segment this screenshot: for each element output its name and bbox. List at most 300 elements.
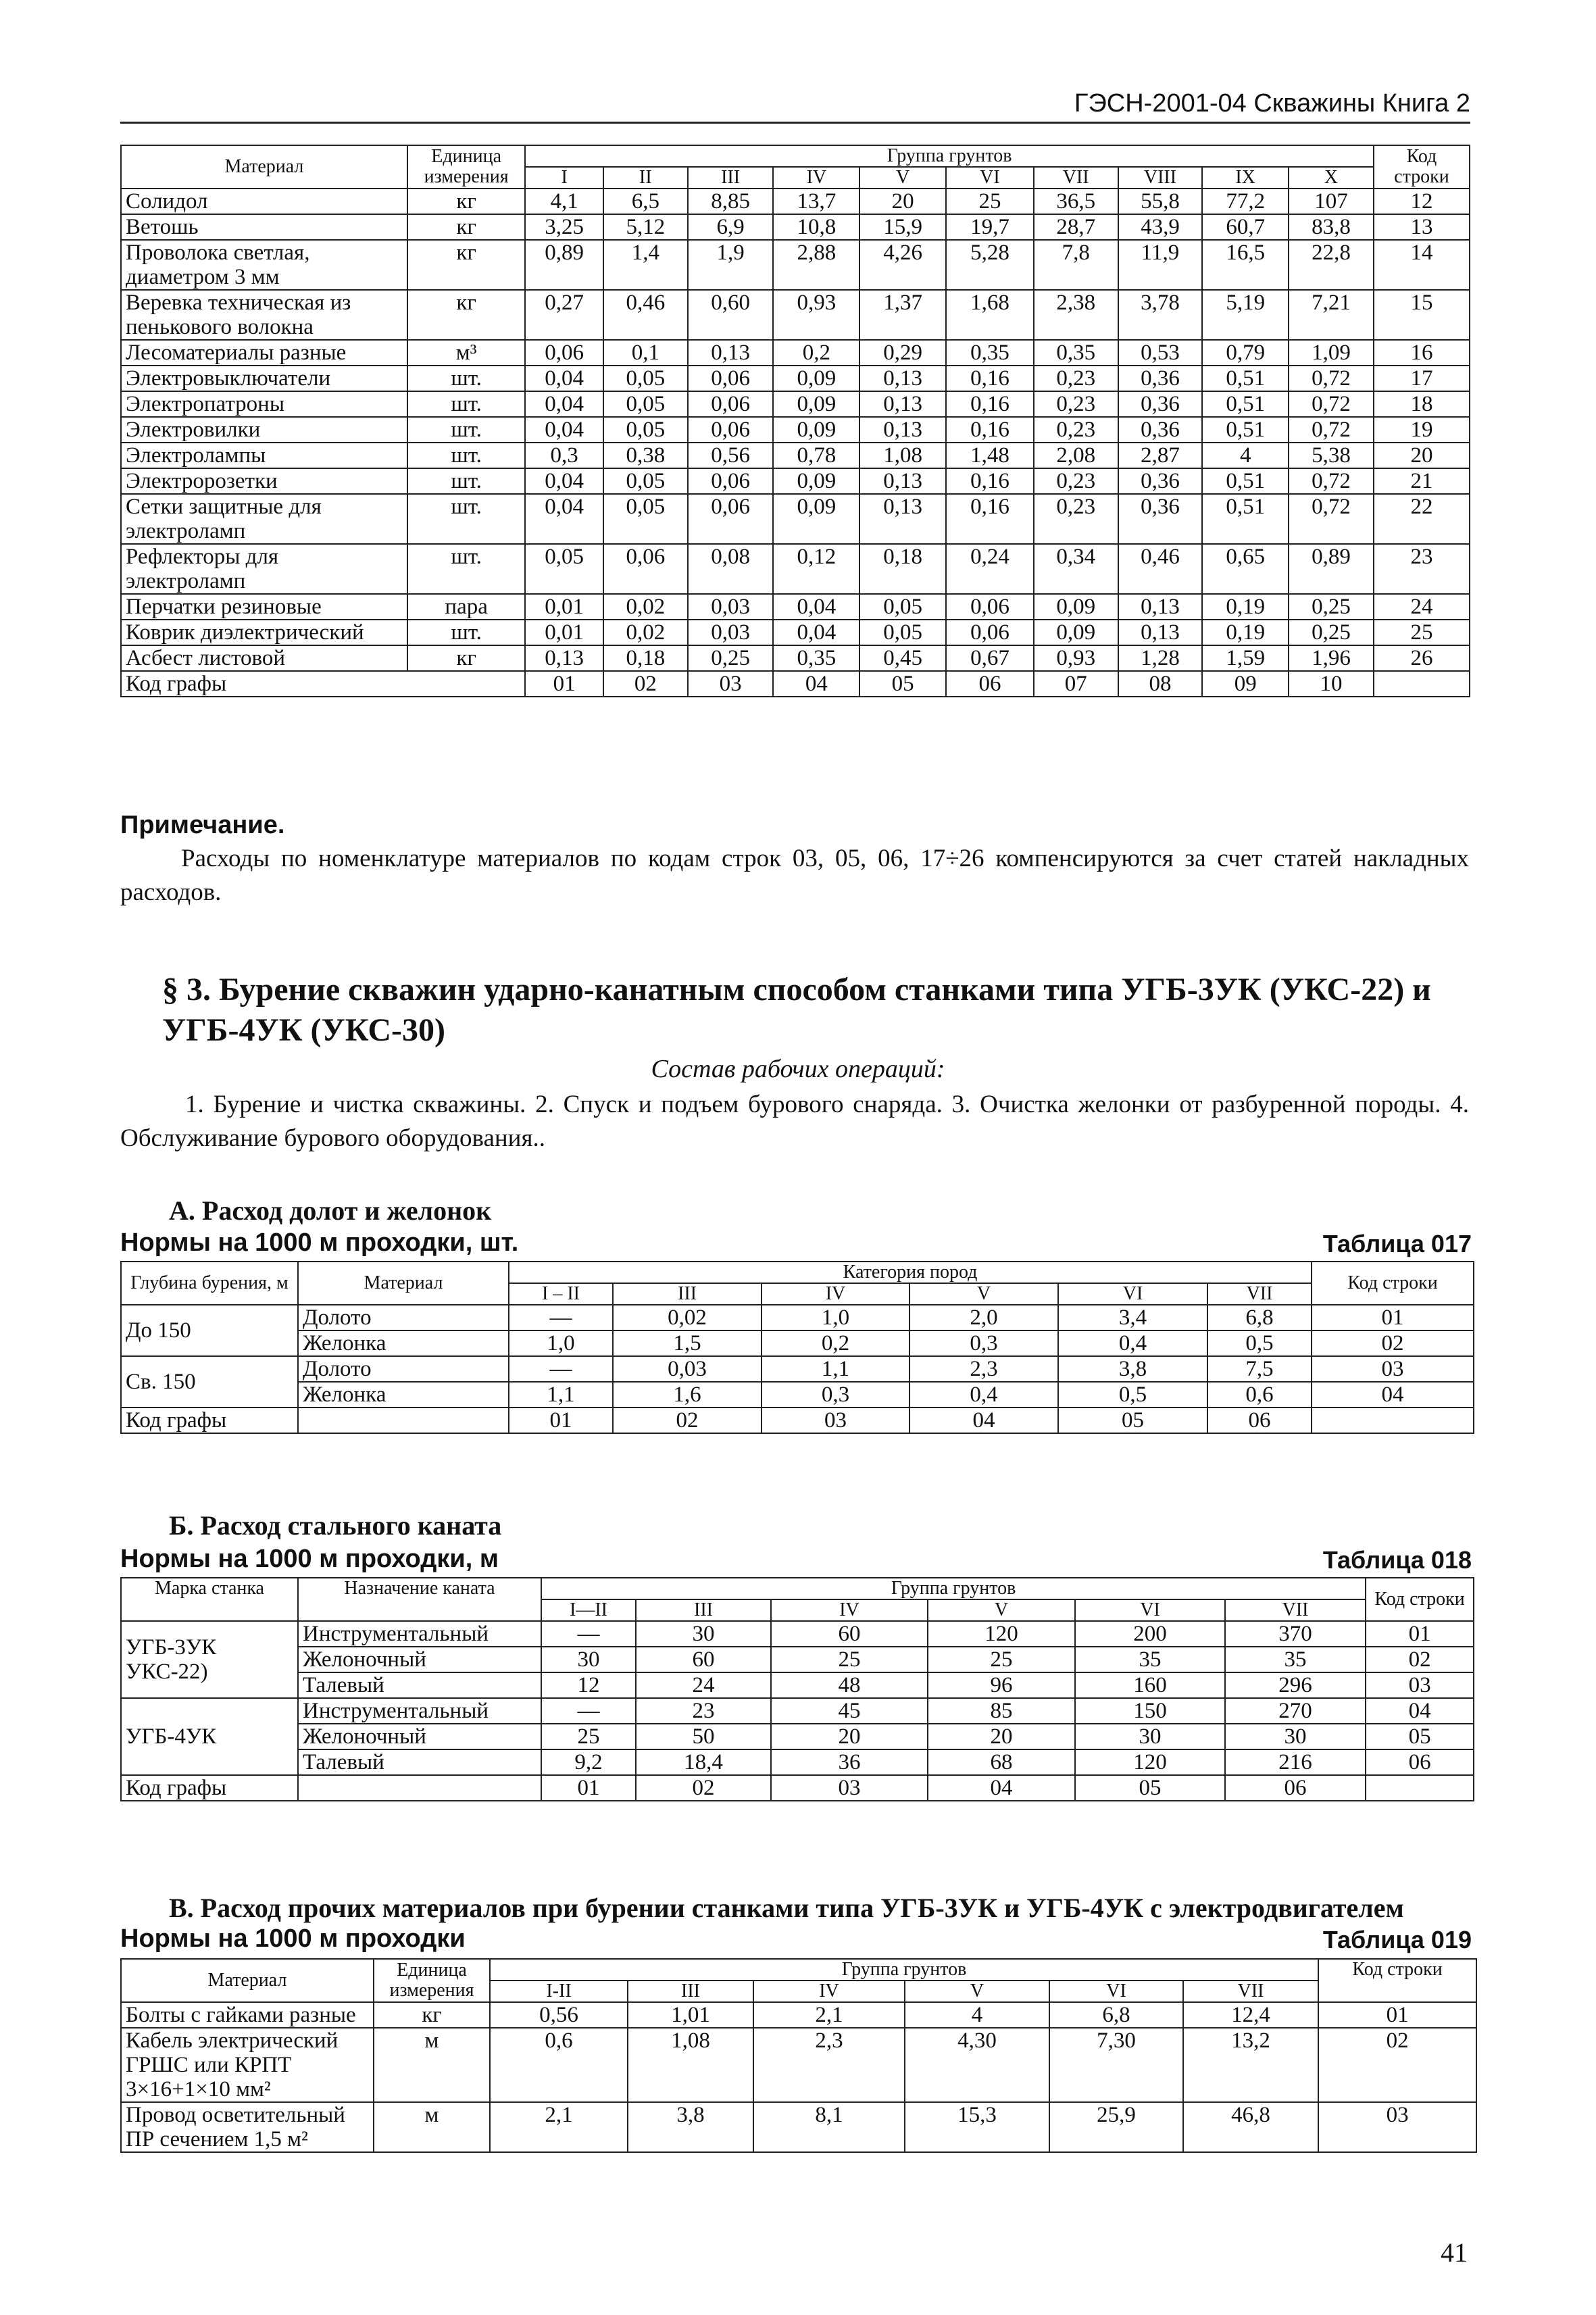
row-code: 01 bbox=[1318, 2002, 1476, 2028]
value: — bbox=[509, 1356, 613, 1382]
table-row bbox=[121, 1621, 1474, 1647]
table-row bbox=[121, 544, 1470, 594]
value: 1,37 bbox=[859, 290, 946, 340]
value: 83,8 bbox=[1289, 214, 1374, 240]
value: 1,28 bbox=[1118, 645, 1203, 671]
value: 18,4 bbox=[636, 1749, 771, 1775]
value: 1,6 bbox=[613, 1382, 762, 1408]
header-group-number: V bbox=[859, 167, 946, 189]
value: 0,09 bbox=[773, 468, 859, 494]
value: 1,0 bbox=[762, 1305, 909, 1330]
column-code: 07 bbox=[1034, 671, 1118, 697]
value: 0,04 bbox=[525, 494, 603, 544]
table-row bbox=[121, 214, 1470, 240]
material-name: Электропатроны bbox=[121, 391, 407, 417]
footer-row bbox=[121, 1775, 1474, 1801]
table-number-019: Таблица 019 bbox=[1322, 1926, 1472, 1953]
value: 0,13 bbox=[859, 391, 946, 417]
header-row bbox=[121, 1578, 1474, 1599]
value: 370 bbox=[1225, 1621, 1366, 1647]
value: 0,2 bbox=[773, 340, 859, 366]
header-category-number: IV bbox=[762, 1283, 909, 1305]
value: 11,9 bbox=[1118, 240, 1203, 290]
empty-cell bbox=[1366, 1775, 1474, 1801]
norm-018: Нормы на 1000 м проходки, м bbox=[120, 1545, 499, 1573]
header-category: Категория пород bbox=[509, 1262, 1312, 1283]
value: 0,18 bbox=[859, 544, 946, 594]
subtitle-a: А. Расход долот и желонок bbox=[169, 1195, 492, 1226]
value: 12,4 bbox=[1183, 2002, 1318, 2028]
table-row bbox=[121, 417, 1470, 443]
value: 0,03 bbox=[688, 620, 774, 645]
value: 0,05 bbox=[603, 468, 688, 494]
value: 0,05 bbox=[603, 391, 688, 417]
header-depth: Глубина бурения, м bbox=[121, 1262, 298, 1305]
value: 2,1 bbox=[753, 2002, 905, 2028]
header-material: Материал bbox=[121, 145, 407, 189]
table-row bbox=[121, 1749, 1474, 1775]
row-code: 03 bbox=[1366, 1672, 1474, 1698]
column-code: 06 bbox=[946, 671, 1034, 697]
value: 0,02 bbox=[603, 620, 688, 645]
value: 35 bbox=[1075, 1647, 1225, 1672]
column-code: 01 bbox=[509, 1408, 613, 1433]
value: 25 bbox=[541, 1724, 636, 1749]
header-material: Материал bbox=[121, 1959, 374, 2002]
empty-cell bbox=[1374, 671, 1470, 697]
rope-purpose: Желоночный bbox=[298, 1724, 541, 1749]
value: 7,5 bbox=[1207, 1356, 1312, 1382]
header-group-number: VII bbox=[1225, 1599, 1366, 1621]
value: 0,08 bbox=[688, 544, 774, 594]
footer-label: Код графы bbox=[121, 1408, 298, 1433]
value: 0,09 bbox=[1034, 620, 1118, 645]
footer-label: Код графы bbox=[121, 671, 525, 697]
operations-text: 1. Бурение и чистка скважины. 2. Спуск и подъем бурового снаряда. 3. Очистка желонки от разбуренной породы. 4. Обслуживание бурового оборудования.. bbox=[120, 1091, 1469, 1152]
header-group-number: V bbox=[905, 1981, 1049, 2002]
value: 0,04 bbox=[773, 620, 859, 645]
header-category-number: VI bbox=[1058, 1283, 1207, 1305]
value: 0,4 bbox=[1058, 1330, 1207, 1356]
value: 0,5 bbox=[1058, 1382, 1207, 1408]
value: 15,9 bbox=[859, 214, 946, 240]
header-group-number: VI bbox=[946, 167, 1034, 189]
rope-purpose: Желоночный bbox=[298, 1647, 541, 1672]
value: 0,3 bbox=[762, 1382, 909, 1408]
table-row bbox=[121, 1330, 1474, 1356]
value: 0,05 bbox=[603, 417, 688, 443]
value: 85 bbox=[928, 1698, 1075, 1724]
value: 0,36 bbox=[1118, 391, 1203, 417]
value: 2,0 bbox=[909, 1305, 1058, 1330]
value: 6,8 bbox=[1207, 1305, 1312, 1330]
header-category-number: III bbox=[613, 1283, 762, 1305]
table-017 bbox=[120, 1261, 1474, 1434]
value: 4,1 bbox=[525, 189, 603, 214]
value: 46,8 bbox=[1183, 2102, 1318, 2152]
row-code: 13 bbox=[1374, 214, 1470, 240]
value: 25,9 bbox=[1049, 2102, 1183, 2152]
value: 1,4 bbox=[603, 240, 688, 290]
value: 0,72 bbox=[1289, 366, 1374, 391]
value: 1,96 bbox=[1289, 645, 1374, 671]
value: 0,02 bbox=[613, 1305, 762, 1330]
empty-cell bbox=[298, 1775, 541, 1801]
value: 5,19 bbox=[1202, 290, 1289, 340]
value: 0,51 bbox=[1202, 366, 1289, 391]
table-row bbox=[121, 366, 1470, 391]
value: 0,1 bbox=[603, 340, 688, 366]
value: 12 bbox=[541, 1672, 636, 1698]
value: 107 bbox=[1289, 189, 1374, 214]
value: 0,38 bbox=[603, 443, 688, 468]
value: 0,16 bbox=[946, 391, 1034, 417]
value: 3,78 bbox=[1118, 290, 1203, 340]
unit: шт. bbox=[407, 391, 525, 417]
value: 7,21 bbox=[1289, 290, 1374, 340]
value: 30 bbox=[1075, 1724, 1225, 1749]
row-code: 02 bbox=[1312, 1330, 1474, 1356]
value: 3,4 bbox=[1058, 1305, 1207, 1330]
column-code: 06 bbox=[1207, 1408, 1312, 1433]
value: 0,36 bbox=[1118, 494, 1203, 544]
value: 6,8 bbox=[1049, 2002, 1183, 2028]
norm-017: Нормы на 1000 м проходки, шт. bbox=[120, 1228, 519, 1257]
value: 2,3 bbox=[909, 1356, 1058, 1382]
value: 0,05 bbox=[859, 620, 946, 645]
table-row bbox=[121, 2028, 1476, 2102]
footer-row bbox=[121, 671, 1470, 697]
value: 0,23 bbox=[1034, 391, 1118, 417]
column-code: 10 bbox=[1289, 671, 1374, 697]
material-name: Провод осветительный ПР сечением 1,5 м² bbox=[121, 2102, 374, 2152]
value: 19,7 bbox=[946, 214, 1034, 240]
table-row bbox=[121, 240, 1470, 290]
row-code: 16 bbox=[1374, 340, 1470, 366]
header-group-number: VI bbox=[1075, 1599, 1225, 1621]
unit: кг bbox=[407, 214, 525, 240]
value: 0,09 bbox=[773, 417, 859, 443]
value: 4,30 bbox=[905, 2028, 1049, 2102]
row-code: 02 bbox=[1366, 1647, 1474, 1672]
column-code: 05 bbox=[859, 671, 946, 697]
value: 24 bbox=[636, 1672, 771, 1698]
value: 0,13 bbox=[1118, 620, 1203, 645]
table-row bbox=[121, 1356, 1474, 1382]
value: 20 bbox=[928, 1724, 1075, 1749]
value: 0,23 bbox=[1034, 417, 1118, 443]
value: 0,09 bbox=[773, 391, 859, 417]
unit: кг bbox=[407, 240, 525, 290]
header-unit: Единица измерения bbox=[407, 145, 525, 189]
value: 0,13 bbox=[525, 645, 603, 671]
column-code: 01 bbox=[541, 1775, 636, 1801]
rope-purpose: Инструментальный bbox=[298, 1621, 541, 1647]
value: 0,06 bbox=[688, 468, 774, 494]
material-name: Проволока светлая, диаметром 3 мм bbox=[121, 240, 407, 290]
value: 16,5 bbox=[1202, 240, 1289, 290]
value: 0,65 bbox=[1202, 544, 1289, 594]
value: 9,2 bbox=[541, 1749, 636, 1775]
value: 0,03 bbox=[613, 1356, 762, 1382]
value: 0,72 bbox=[1289, 391, 1374, 417]
rope-purpose: Талевый bbox=[298, 1672, 541, 1698]
header-group: Группа грунтов bbox=[541, 1578, 1366, 1599]
value: 2,88 bbox=[773, 240, 859, 290]
row-code: 25 bbox=[1374, 620, 1470, 645]
machine-brand: УГБ-3УК УКС-22) bbox=[121, 1621, 298, 1698]
row-code: 02 bbox=[1318, 2028, 1476, 2102]
value: 0,89 bbox=[525, 240, 603, 290]
value: 2,87 bbox=[1118, 443, 1203, 468]
material-name: Веревка техническая из пенькового волокна bbox=[121, 290, 407, 340]
material-name: Электровилки bbox=[121, 417, 407, 443]
value: 36,5 bbox=[1034, 189, 1118, 214]
table-row bbox=[121, 645, 1470, 671]
unit: шт. bbox=[407, 417, 525, 443]
material-name: Лесоматериалы разные bbox=[121, 340, 407, 366]
value: 3,25 bbox=[525, 214, 603, 240]
column-code: 01 bbox=[525, 671, 603, 697]
value: 2,08 bbox=[1034, 443, 1118, 468]
material-name: Асбест листовой bbox=[121, 645, 407, 671]
value: 1,9 bbox=[688, 240, 774, 290]
value: 0,13 bbox=[859, 366, 946, 391]
value: 0,05 bbox=[603, 366, 688, 391]
value: 2,1 bbox=[490, 2102, 628, 2152]
footer-row bbox=[121, 1408, 1474, 1433]
row-code: 05 bbox=[1366, 1724, 1474, 1749]
material-name: Болты с гайками разные bbox=[121, 2002, 374, 2028]
column-code: 02 bbox=[603, 671, 688, 697]
header-group-number: III bbox=[688, 167, 774, 189]
value: 10,8 bbox=[773, 214, 859, 240]
table-row bbox=[121, 1672, 1474, 1698]
value: 0,12 bbox=[773, 544, 859, 594]
value: 0,35 bbox=[946, 340, 1034, 366]
value: 0,23 bbox=[1034, 494, 1118, 544]
value: 0,4 bbox=[909, 1382, 1058, 1408]
value: 0,16 bbox=[946, 494, 1034, 544]
header-category-number: V bbox=[909, 1283, 1058, 1305]
value: 0,16 bbox=[946, 417, 1034, 443]
header-group-number: V bbox=[928, 1599, 1075, 1621]
section-title: § 3. Бурение скважин ударно-канатным способом станками типа УГБ-3УК (УКС-22) и УГБ-4УК (УКС-30) bbox=[162, 972, 1431, 1048]
value: 7,8 bbox=[1034, 240, 1118, 290]
header-group-number: VI bbox=[1049, 1981, 1183, 2002]
header-group-number: X bbox=[1289, 167, 1374, 189]
value: 0,51 bbox=[1202, 417, 1289, 443]
value: 6,5 bbox=[603, 189, 688, 214]
unit: м bbox=[374, 2028, 490, 2102]
value: 23 bbox=[636, 1698, 771, 1724]
value: 0,04 bbox=[773, 594, 859, 620]
value: 0,06 bbox=[946, 594, 1034, 620]
norm-019: Нормы на 1000 м проходки bbox=[120, 1924, 466, 1953]
value: 96 bbox=[928, 1672, 1075, 1698]
value: 0,51 bbox=[1202, 494, 1289, 544]
value: 55,8 bbox=[1118, 189, 1203, 214]
row-code: 04 bbox=[1366, 1698, 1474, 1724]
value: 0,36 bbox=[1118, 417, 1203, 443]
value: 3,8 bbox=[628, 2102, 753, 2152]
table-row bbox=[121, 1724, 1474, 1749]
value: 0,24 bbox=[946, 544, 1034, 594]
row-code: 19 bbox=[1374, 417, 1470, 443]
value: 0,78 bbox=[773, 443, 859, 468]
value: 0,36 bbox=[1118, 468, 1203, 494]
unit: шт. bbox=[407, 443, 525, 468]
value: 4 bbox=[1202, 443, 1289, 468]
header-group: Группа грунтов bbox=[525, 145, 1374, 167]
header-group-number: II bbox=[603, 167, 688, 189]
value: 0,06 bbox=[688, 391, 774, 417]
header-group-number: I bbox=[525, 167, 603, 189]
row-code: 21 bbox=[1374, 468, 1470, 494]
value: 30 bbox=[636, 1621, 771, 1647]
table-row bbox=[121, 494, 1470, 544]
row-code: 12 bbox=[1374, 189, 1470, 214]
value: 8,1 bbox=[753, 2102, 905, 2152]
material-name: Сетки защитные для электроламп bbox=[121, 494, 407, 544]
value: 36 bbox=[771, 1749, 928, 1775]
header-code: Код строки bbox=[1318, 1959, 1476, 2002]
value: 0,01 bbox=[525, 594, 603, 620]
value: — bbox=[541, 1698, 636, 1724]
value: 200 bbox=[1075, 1621, 1225, 1647]
page-number: 41 bbox=[1441, 2237, 1468, 2268]
row-code: 22 bbox=[1374, 494, 1470, 544]
value: 43,9 bbox=[1118, 214, 1203, 240]
table-row bbox=[121, 391, 1470, 417]
value: 0,72 bbox=[1289, 494, 1374, 544]
value: 1,68 bbox=[946, 290, 1034, 340]
material-name: Ветошь bbox=[121, 214, 407, 240]
material-name: Перчатки резиновые bbox=[121, 594, 407, 620]
value: 48 bbox=[771, 1672, 928, 1698]
value: 28,7 bbox=[1034, 214, 1118, 240]
note-title: Примечание. bbox=[120, 811, 285, 839]
value: 0,29 bbox=[859, 340, 946, 366]
subtitle-b: Б. Расход стального каната bbox=[169, 1510, 502, 1541]
value: 8,85 bbox=[688, 189, 774, 214]
value: 77,2 bbox=[1202, 189, 1289, 214]
table-row bbox=[121, 290, 1470, 340]
table-018 bbox=[120, 1577, 1474, 1801]
unit: шт. bbox=[407, 494, 525, 544]
footer-label: Код графы bbox=[121, 1775, 298, 1801]
value: 0,06 bbox=[603, 544, 688, 594]
value: 0,51 bbox=[1202, 391, 1289, 417]
value: 0,04 bbox=[525, 417, 603, 443]
value: 1,08 bbox=[859, 443, 946, 468]
value: 0,23 bbox=[1034, 468, 1118, 494]
value: 25 bbox=[928, 1647, 1075, 1672]
value: 0,2 bbox=[762, 1330, 909, 1356]
header-group-number: III bbox=[636, 1599, 771, 1621]
material-name: Электровыключатели bbox=[121, 366, 407, 391]
value: 5,38 bbox=[1289, 443, 1374, 468]
column-code: 08 bbox=[1118, 671, 1203, 697]
value: 0,06 bbox=[688, 417, 774, 443]
value: 0,18 bbox=[603, 645, 688, 671]
value: 0,02 bbox=[603, 594, 688, 620]
table-row bbox=[121, 443, 1470, 468]
value: 35 bbox=[1225, 1647, 1366, 1672]
row-code: 14 bbox=[1374, 240, 1470, 290]
column-code: 03 bbox=[762, 1408, 909, 1433]
column-code: 09 bbox=[1202, 671, 1289, 697]
header-code: Код строки bbox=[1366, 1578, 1474, 1621]
header-group: Группа грунтов bbox=[490, 1959, 1318, 1981]
value: 13,7 bbox=[773, 189, 859, 214]
row-code: 17 bbox=[1374, 366, 1470, 391]
header-group-number: IV bbox=[771, 1599, 928, 1621]
depth: Св. 150 bbox=[121, 1356, 298, 1408]
running-header bbox=[120, 86, 1470, 124]
value: 0,09 bbox=[773, 494, 859, 544]
table-row bbox=[121, 1382, 1474, 1408]
value: 0,46 bbox=[1118, 544, 1203, 594]
value: 30 bbox=[1225, 1724, 1366, 1749]
rope-purpose: Талевый bbox=[298, 1749, 541, 1775]
header-group-number: VII bbox=[1183, 1981, 1318, 2002]
value: 0,06 bbox=[688, 494, 774, 544]
value: 0,05 bbox=[603, 494, 688, 544]
header-group-number: I-II bbox=[490, 1981, 628, 2002]
value: 60 bbox=[636, 1647, 771, 1672]
value: 0,72 bbox=[1289, 468, 1374, 494]
value: 1,01 bbox=[628, 2002, 753, 2028]
value: 120 bbox=[1075, 1749, 1225, 1775]
value: 3,8 bbox=[1058, 1356, 1207, 1382]
value: 0,13 bbox=[1118, 594, 1203, 620]
value: 0,79 bbox=[1202, 340, 1289, 366]
value: 68 bbox=[928, 1749, 1075, 1775]
value: 0,89 bbox=[1289, 544, 1374, 594]
row-code: 26 bbox=[1374, 645, 1470, 671]
unit: кг bbox=[407, 645, 525, 671]
value: 13,2 bbox=[1183, 2028, 1318, 2102]
value: 296 bbox=[1225, 1672, 1366, 1698]
header-row bbox=[121, 1959, 1476, 1981]
value: 270 bbox=[1225, 1698, 1366, 1724]
value: 0,23 bbox=[1034, 366, 1118, 391]
unit: м bbox=[374, 2102, 490, 2152]
value: 0,56 bbox=[688, 443, 774, 468]
value: 1,09 bbox=[1289, 340, 1374, 366]
value: 1,1 bbox=[509, 1382, 613, 1408]
value: 20 bbox=[859, 189, 946, 214]
value: 5,12 bbox=[603, 214, 688, 240]
value: 0,56 bbox=[490, 2002, 628, 2028]
table-row bbox=[121, 620, 1470, 645]
value: 0,04 bbox=[525, 391, 603, 417]
value: 2,3 bbox=[753, 2028, 905, 2102]
value: 25 bbox=[771, 1647, 928, 1672]
row-code: 01 bbox=[1312, 1305, 1474, 1330]
value: 0,51 bbox=[1202, 468, 1289, 494]
table-row bbox=[121, 594, 1470, 620]
unit: кг bbox=[407, 189, 525, 214]
value: 0,45 bbox=[859, 645, 946, 671]
row-code: 18 bbox=[1374, 391, 1470, 417]
value: 0,25 bbox=[1289, 594, 1374, 620]
table-row bbox=[121, 2002, 1476, 2028]
empty-cell bbox=[298, 1408, 509, 1433]
row-code: 04 bbox=[1312, 1382, 1474, 1408]
column-code: 05 bbox=[1058, 1408, 1207, 1433]
